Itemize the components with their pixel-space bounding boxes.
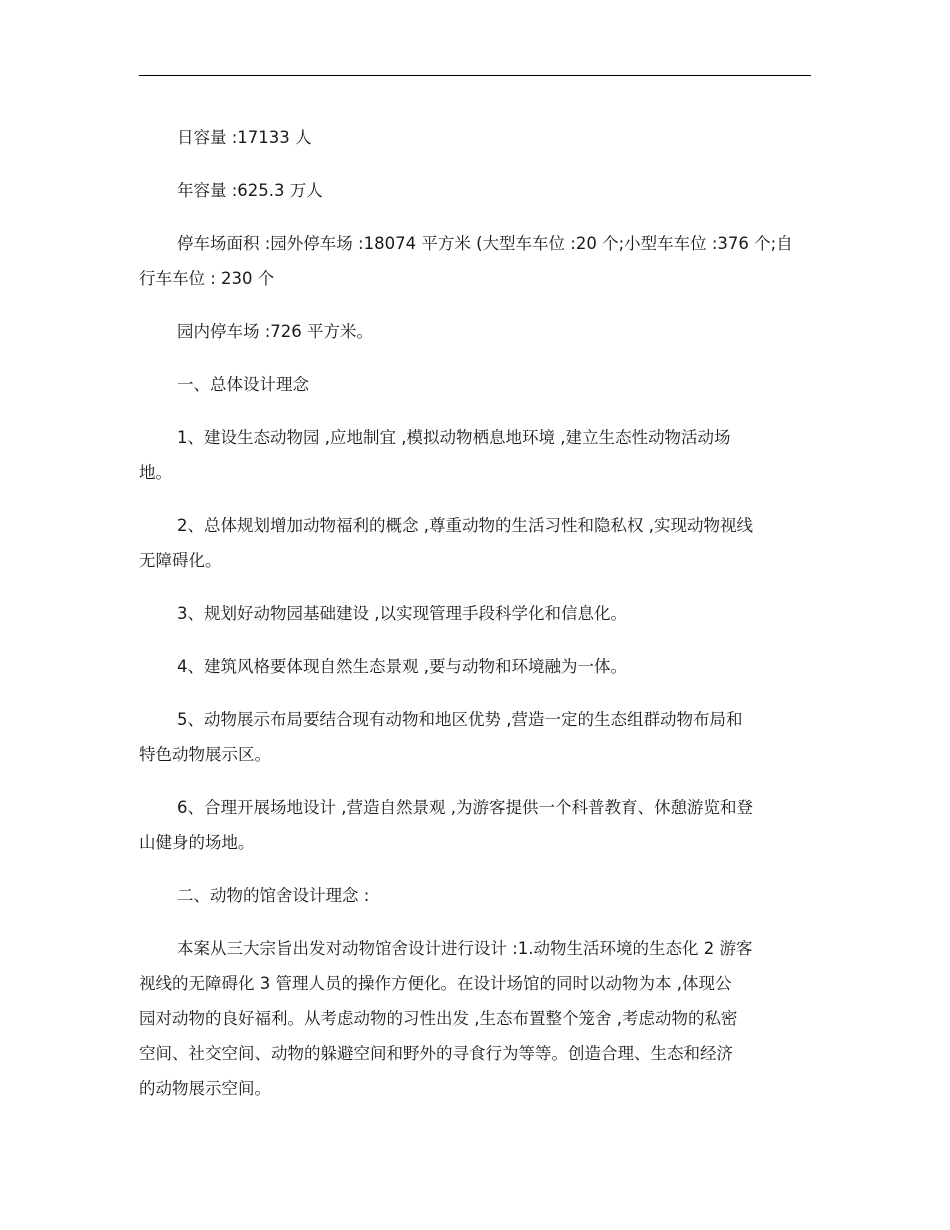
text-line: 无障碍化。: [139, 551, 222, 570]
paragraph: [139, 173, 811, 208]
paragraph: [139, 931, 811, 1106]
paragraph: [139, 790, 811, 860]
text-line: 的动物展示空间。: [139, 1079, 271, 1098]
paragraph: [139, 596, 811, 631]
text-line: 山健身的场地。: [139, 833, 255, 852]
text-line: 日容量 :17133 人: [177, 128, 312, 147]
paragraph: [139, 226, 811, 296]
paragraph: [139, 702, 811, 772]
paragraph: [139, 120, 811, 155]
text-line: 2、总体规划增加动物福利的概念 ,尊重动物的生活习性和隐私权 ,实现动物视线: [177, 516, 753, 535]
text-line: 5、动物展示布局要结合现有动物和地区优势 ,营造一定的生态组群动物布局和: [177, 710, 743, 729]
paragraph: [139, 314, 811, 349]
text-line: 视线的无障碍化 3 管理人员的操作方便化。在设计场馆的同时以动物为本 ,体现公: [139, 974, 732, 993]
text-line: 空间、社交空间、动物的躲避空间和野外的寻食行为等等。创造合理、生态和经济: [139, 1044, 733, 1063]
text-line: 地。: [139, 463, 172, 482]
paragraph: [139, 649, 811, 684]
header-rule: [139, 75, 811, 76]
text-line: 特色动物展示区。: [139, 745, 271, 764]
text-line: 4、建筑风格要体现自然生态景观 ,要与动物和环境融为一体。: [177, 657, 627, 676]
text-line: 二、动物的馆舍设计理念 :: [177, 886, 370, 905]
text-line: 园内停车场 :726 平方米。: [177, 322, 374, 341]
text-line: 停车场面积 :园外停车场 :18074 平方米 (大型车车位 :20 个;小型车车位 :376 个;自: [177, 234, 793, 253]
text-line: 1、建设生态动物园 ,应地制宜 ,模拟动物栖息地环境 ,建立生态性动物活动场: [177, 428, 731, 447]
text-line: 园对动物的良好福利。从考虑动物的习性出发 ,生态布置整个笼舍 ,考虑动物的私密: [139, 1009, 738, 1028]
text-line: 6、合理开展场地设计 ,营造自然景观 ,为游客提供一个科普教育、休憩游览和登: [177, 798, 753, 817]
paragraph: [139, 420, 811, 490]
text-line: 行车车位 : 230 个: [139, 269, 275, 288]
text-line: 年容量 :625.3 万人: [177, 181, 323, 200]
paragraph: [139, 367, 811, 402]
paragraph: [139, 878, 811, 913]
paragraph: [139, 508, 811, 578]
text-line: 一、总体设计理念: [177, 375, 309, 394]
text-line: 3、规划好动物园基础建设 ,以实现管理手段科学化和信息化。: [177, 604, 627, 623]
document-body: [139, 120, 811, 1124]
text-line: 本案从三大宗旨出发对动物馆舍设计进行设计 :1.动物生活环境的生态化 2 游客: [177, 939, 753, 958]
